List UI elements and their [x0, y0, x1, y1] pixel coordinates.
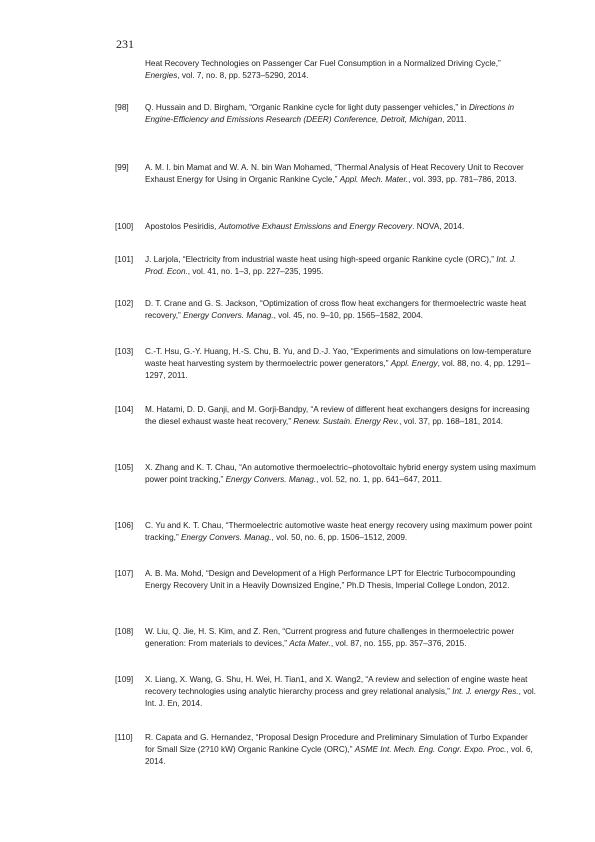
reference-number: [99]: [115, 163, 129, 172]
reference-text-segment: , vol. 52, no. 1, pp. 641–647, 2011.: [316, 475, 443, 484]
reference-text: [145, 732, 537, 768]
reference-number: [107]: [115, 569, 134, 578]
reference-text: [145, 626, 537, 650]
reference-text: [145, 520, 537, 544]
reference-text: [145, 102, 537, 126]
reference-text: [145, 58, 537, 82]
reference-text-segment: , vol. 50, no. 6, pp. 1506–1512, 2009.: [271, 533, 408, 542]
reference-text-segment: , vol. 6, 2014.: [145, 745, 536, 766]
reference-text-segment: , vol. 37, pp. 168–181, 2014.: [399, 417, 503, 426]
reference-source-title: Energies: [145, 71, 178, 80]
reference-number: [106]: [115, 521, 134, 530]
reference-text-segment: C. Yu and K. T. Chau, “Thermoelectric automotive waste heat energy recovery using maximum power point tracking,”: [145, 521, 535, 542]
reference-text-segment: M. Hatami, D. D. Ganji, and M. Gorji-Bandpy, “A review of different heat exchangers designs for increasing the diesel exhaust waste heat recovery,”: [145, 405, 532, 426]
reference-text-segment: , vol. Int. J. En, 2014.: [145, 687, 539, 708]
reference-text-segment: Q. Hussain and D. Birgham, “Organic Rankine cycle for light duty passenger vehicles,” in: [145, 103, 470, 112]
reference-text: [145, 221, 537, 233]
reference-source-title: Energy Convers. Manag.: [225, 475, 317, 484]
reference-source-title: Int. J. Prod. Econ.: [145, 255, 519, 276]
reference-text-segment: , vol. 88, no. 4, pp. 1291–1297, 2011.: [145, 359, 531, 380]
reference-text-segment: J. Larjola, “Electricity from industrial waste heat using high-speed organic Rankine cycle (ORC),”: [145, 255, 497, 264]
reference-number: [108]: [115, 627, 134, 636]
reference-text: [145, 674, 537, 710]
reference-number: [103]: [115, 347, 134, 356]
reference-text-segment: A. B. Ma. Mohd, “Design and Development of a High Performance LPT for Electric Turbocompounding Energy Recovery Unit in a Heavily Downsized Engine,” Ph.D Thesis, Imperial College London, 2012.: [145, 569, 518, 590]
reference-text-segment: C.-T. Hsu, G.-Y. Huang, H.-S. Chu, B. Yu, and D.-J. Yao, “Experiments and simulations on low-temperature waste heat harvesting system by thermoelectric power generators,”: [145, 347, 534, 368]
reference-source-title: Appl. Mech. Mater.: [339, 175, 409, 184]
reference-source-title: Int. J. energy Res.: [452, 687, 519, 696]
reference-text: [145, 162, 537, 186]
reference-text-segment: , vol. 393, pp. 781–786, 2013.: [408, 175, 517, 184]
reference-source-title: ASME Int. Mech. Eng. Congr. Expo. Proc.: [354, 745, 507, 754]
reference-text-segment: X. Liang, X. Wang, G. Shu, H. Wei, H. Tian1, and X. Wang2, “A review and selection of engine waste heat recovery technologies using analytic hierarchy process and grey relational analysis,”: [145, 675, 530, 696]
reference-number: [109]: [115, 675, 134, 684]
reference-text: [145, 346, 537, 382]
reference-text: [145, 254, 537, 278]
reference-text: [145, 298, 537, 322]
reference-text: [145, 462, 537, 486]
reference-text-segment: , vol. 45, no. 9–10, pp. 1565–1582, 2004.: [273, 311, 423, 320]
reference-number: [105]: [115, 463, 134, 472]
reference-text: [145, 404, 537, 428]
reference-text: [145, 568, 537, 592]
reference-source-title: Energy Convers. Manag.: [180, 533, 272, 542]
reference-text-segment: Heat Recovery Technologies on Passenger Car Fuel Consumption in a Normalized Driving Cycle,”: [145, 59, 503, 68]
page-number: 231: [116, 37, 134, 51]
reference-text-segment: , vol. 87, no. 155, pp. 357–376, 2015.: [330, 639, 467, 648]
reference-number: [101]: [115, 255, 134, 264]
reference-text-segment: W. Liu, Q. Jie, H. S. Kim, and Z. Ren, “Current progress and future challenges in thermoelectric power generation: From materials to devices,”: [145, 627, 517, 648]
reference-text-segment: A. M. I. bin Mamat and W. A. N. bin Wan Mohamed, “Thermal Analysis of Heat Recovery Unit to Recover Exhaust Energy for Using in Organic Rankine Cycle,”: [145, 163, 527, 184]
reference-text-segment: , 2011.: [442, 115, 467, 124]
reference-source-title: Automotive Exhaust Emissions and Energy Recovery: [218, 222, 413, 231]
reference-source-title: Appl. Energy: [390, 359, 438, 368]
reference-text-segment: X. Zhang and K. T. Chau, “An automotive thermoelectric–photovoltaic hybrid energy system using maximum power point tracking,”: [145, 463, 539, 484]
reference-source-title: Renew. Sustain. Energy Rev.: [293, 417, 400, 426]
reference-text-segment: D. T. Crane and G. S. Jackson, “Optimization of cross flow heat exchangers for thermoelectric waste heat recovery,”: [145, 299, 529, 320]
reference-source-title: Acta Mater.: [289, 639, 331, 648]
reference-number: [104]: [115, 405, 134, 414]
reference-number: [102]: [115, 299, 134, 308]
reference-text-segment: . NOVA, 2014.: [412, 222, 465, 231]
reference-source-title: Directions in Engine-Efficiency and Emissions Research (DEER) Conference, Detroit, Michigan: [145, 103, 517, 124]
reference-text-segment: Apostolos Pesiridis,: [145, 222, 219, 231]
reference-number: [100]: [115, 222, 134, 231]
reference-text-segment: , vol. 41, no. 1–3, pp. 227–235, 1995.: [187, 267, 324, 276]
reference-text-segment: , vol. 7, no. 8, pp. 5273–5290, 2014.: [177, 71, 309, 80]
reference-number: [98]: [115, 103, 129, 112]
reference-text-segment: R. Capata and G. Hernandez, “Proposal Design Procedure and Preliminary Simulation of Turbo Expander for Small Size (2?10 kW) Organic Rankine Cycle (ORC),”: [145, 733, 531, 754]
reference-source-title: Energy Convers. Manag.: [183, 311, 274, 320]
reference-number: [110]: [115, 733, 133, 742]
